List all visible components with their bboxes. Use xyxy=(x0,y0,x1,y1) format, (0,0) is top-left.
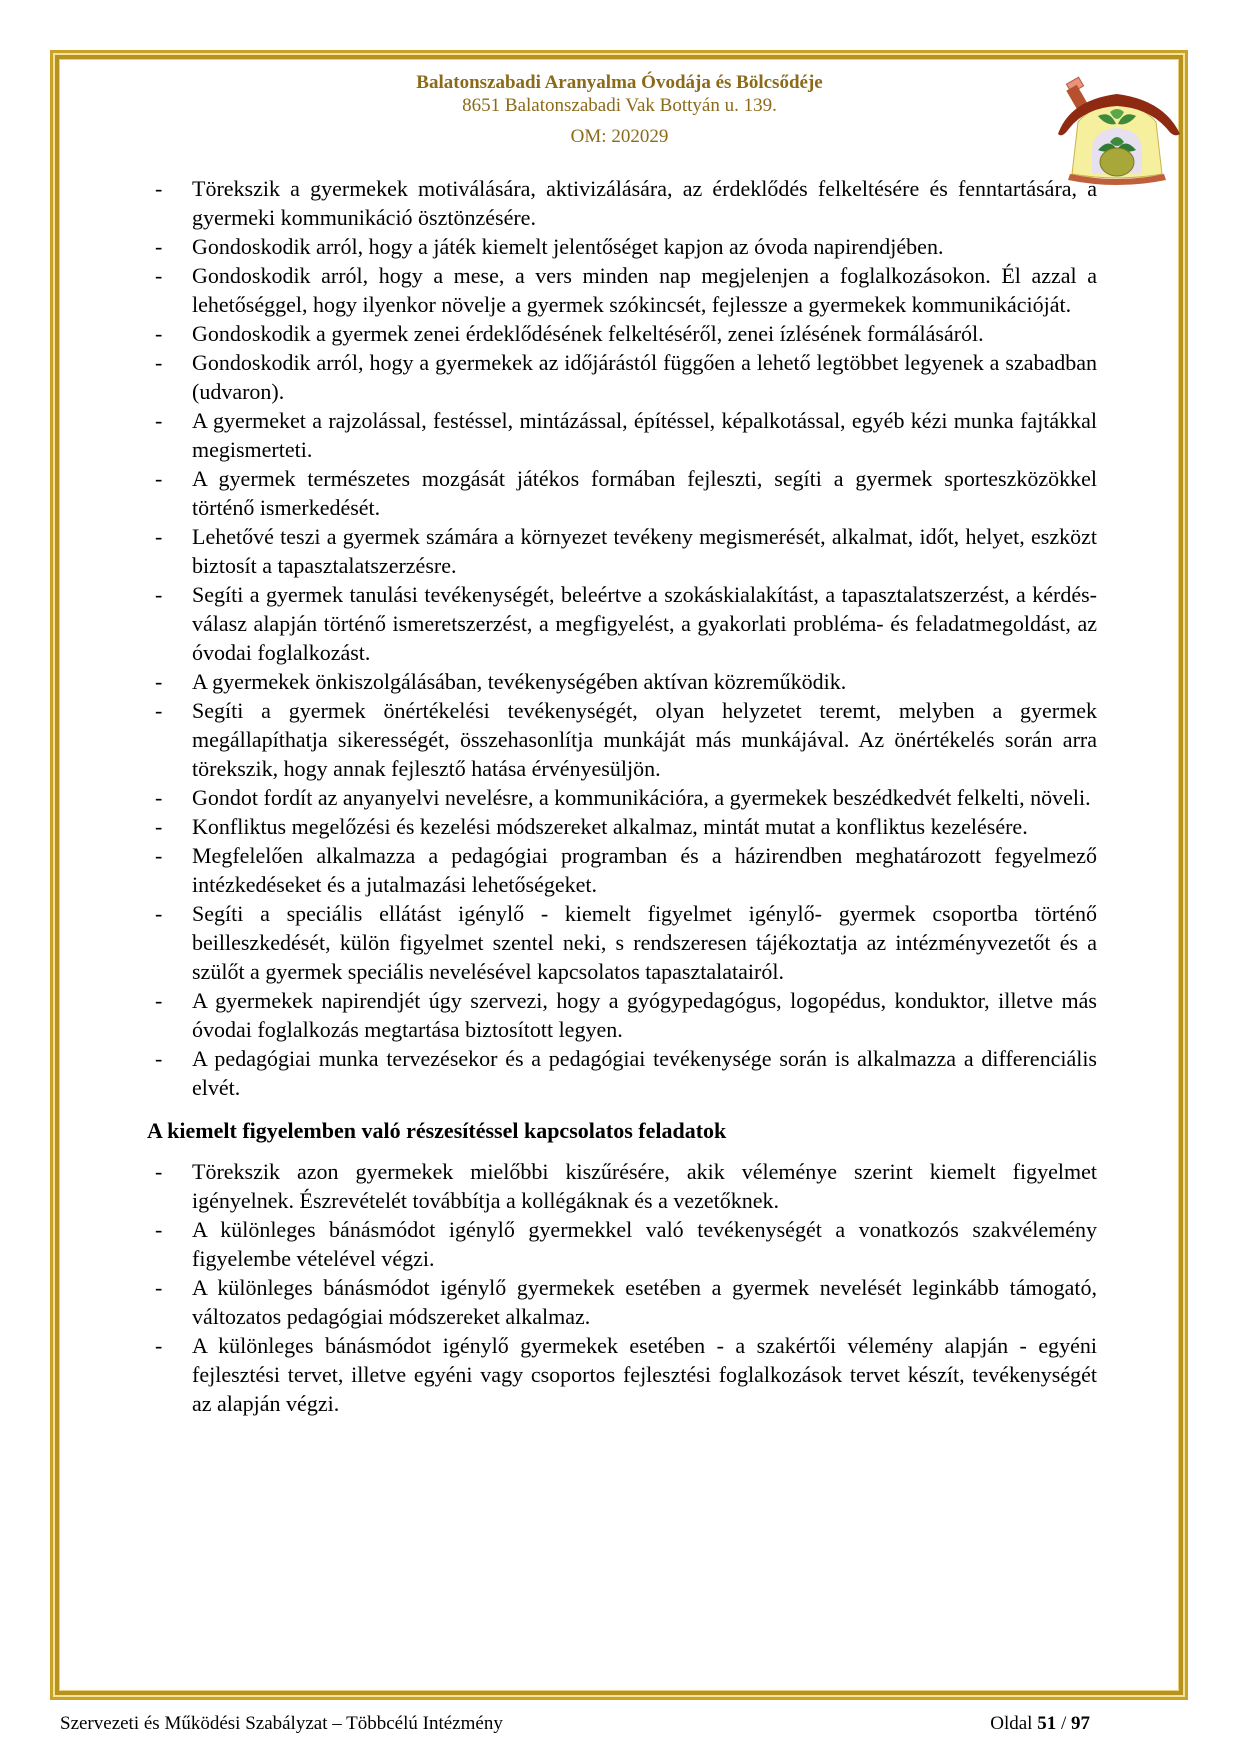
list-item: - A gyermekek önkiszolgálásában, tevékenységében aktívan közreműködik. xyxy=(155,669,847,694)
list-item: - A gyermeket a rajzolással, festéssel, mintázással, építéssel, képalkotással, egyéb kézi munka fajtákkal megismerteti. xyxy=(155,408,1097,462)
list-item: - Törekszik a gyermekek motiválására, aktivizálására, az érdeklődés felkeltésére és fenntartására, a gyermeki kommunikáció ösztönzésére. xyxy=(155,176,1097,230)
bullet-dash: - xyxy=(155,988,163,1013)
bullet-dash: - xyxy=(155,524,163,549)
bullet-dash: - xyxy=(155,785,163,810)
list-item: - Segíti a gyermek tanulási tevékenységét, beleértve a szokáskialakítást, a tapasztalatszerzést, a kérdés-válasz alapján történő ismeretszerzést, a megfigyelést, a gyakorlati probléma- és feladatmegoldást, az óvodai foglalkozást. xyxy=(155,582,1097,665)
list-item: - Gondoskodik arról, hogy a játék kiemelt jelentőséget kapjon az óvoda napirendjében. xyxy=(155,234,944,259)
responsibilities-list xyxy=(147,174,1097,1102)
list-item: - A különleges bánásmódot igénylő gyermekek esetében a gyermek nevelését leginkább támogató, változatos pedagógiai módszereket alkalmaz. xyxy=(155,1275,1097,1329)
page-number xyxy=(990,1712,1090,1736)
bullet-dash: - xyxy=(155,408,163,433)
list-item: - Gondoskodik arról, hogy a gyermekek az időjárástól függően a lehető legtöbbet legyenek a szabadban (udvaron). xyxy=(155,350,1097,404)
list-item: - Gondot fordít az anyanyelvi nevelésre, a kommunikációra, a gyermekek beszédkedvét felkelti, növeli. xyxy=(155,785,1091,810)
list-item: - Gondoskodik arról, hogy a mese, a vers minden nap megjelenjen a foglalkozásokon. Él azzal a lehetőséggel, hogy ilyenkor növelje a gyermek szókincsét, fejlessze a gyermekek kommunikációját. xyxy=(155,263,1097,317)
list-item: - A pedagógiai munka tervezésekor és a pedagógiai tevékenysége során is alkalmazza a differenciális elvét. xyxy=(155,1046,1097,1100)
bullet-dash: - xyxy=(155,901,163,926)
bullet-dash: - xyxy=(155,1159,163,1184)
bullet-dash: - xyxy=(155,698,163,723)
list-item: - Törekszik azon gyermekek mielőbbi kiszűrésére, akik véleménye szerint kiemelt figyelmet igényelnek. Észrevételét továbbítja a kollégáknak és a vezetőknek. xyxy=(155,1159,1097,1213)
list-item: - Segíti a gyermek önértékelési tevékenységét, olyan helyzetet teremt, melyben a gyermek megállapíthatja sikerességét, összehasonlítja munkáját más munkájával. Az önértékelés során arra törekszik, hogy annak fejlesztő hatása érvényesüljön. xyxy=(155,698,1097,781)
bullet-dash: - xyxy=(155,466,163,491)
list-item: - A gyermekek napirendjét úgy szervezi, hogy a gyógypedagógus, logopédus, konduktor, illetve más óvodai foglalkozás megtartása biztosított legyen. xyxy=(155,988,1097,1042)
bullet-dash: - xyxy=(155,234,163,259)
bullet-dash: - xyxy=(155,582,163,607)
organization-name: Balatonszabadi Aranyalma Óvodája és Bölcsődéje xyxy=(416,72,823,93)
list-item: - Gondoskodik a gyermek zenei érdeklődésének felkeltéséről, zenei ízlésének formálásáról. xyxy=(155,321,984,346)
page-label: Oldal xyxy=(990,1713,1033,1734)
list-item: - Megfelelően alkalmazza a pedagógiai programban és a házirendben meghatározott fegyelmező intézkedéseket és a jutalmazási lehetőségeket. xyxy=(155,843,1097,897)
list-item: - A különleges bánásmódot igénylő gyermekek esetében - a szakértői vélemény alapján - egyéni fejlesztési tervet, illetve egyéni vagy csoportos fejlesztési foglalkozások tervet készít, tevékenységét az alapján végzi. xyxy=(155,1333,1097,1416)
bullet-dash: - xyxy=(155,1217,163,1242)
footer-document-title: Szervezeti és Működési Szabályzat – Többcélú Intézmény xyxy=(60,1713,503,1734)
section-heading: A kiemelt figyelemben való részesítéssel kapcsolatos feladatok xyxy=(147,1118,727,1143)
organization-address: 8651 Balatonszabadi Vak Bottyán u. 139. xyxy=(462,95,777,116)
document-body xyxy=(147,174,1097,1418)
list-item: - Segíti a speciális ellátást igénylő - kiemelt figyelmet igénylő- gyermek csoportba történő beilleszkedését, külön figyelmet szentel neki, s rendszeresen tájékoztatja az intézményvezetőt és a szülőt a gyermek speciális nevelésével kapcsolatos tapasztalatairól. xyxy=(155,901,1097,984)
special-attention-list xyxy=(147,1157,1097,1418)
bullet-dash: - xyxy=(155,669,163,694)
list-item: - A gyermek természetes mozgását játékos formában fejleszti, segíti a gyermek sporteszközökkel történő ismerkedését. xyxy=(155,466,1097,520)
bullet-dash: - xyxy=(155,176,163,201)
page-current: 51 xyxy=(1037,1713,1057,1734)
bullet-dash: - xyxy=(155,814,163,839)
bullet-dash: - xyxy=(155,843,163,868)
page-separator: / xyxy=(1060,1713,1067,1734)
list-item: - A különleges bánásmódot igénylő gyermekkel való tevékenységét a vonatkozós szakvélemény figyelembe vételével végzi. xyxy=(155,1217,1097,1271)
bullet-dash: - xyxy=(155,263,163,288)
bullet-dash: - xyxy=(155,1275,163,1300)
list-item: - Konfliktus megelőzési és kezelési módszereket alkalmaz, mintát mutat a konfliktus kezelésére. xyxy=(155,814,1028,839)
page-total: 97 xyxy=(1071,1713,1090,1734)
bullet-dash: - xyxy=(155,321,163,346)
bullet-dash: - xyxy=(155,1046,163,1071)
om-identifier: OM: 202029 xyxy=(570,126,669,147)
list-item: - Lehetővé teszi a gyermek számára a környezet tevékeny megismerését, alkalmat, időt, helyet, eszközt biztosít a tapasztalatszerzésre. xyxy=(155,524,1097,578)
bullet-dash: - xyxy=(155,350,163,375)
bullet-dash: - xyxy=(155,1333,163,1358)
